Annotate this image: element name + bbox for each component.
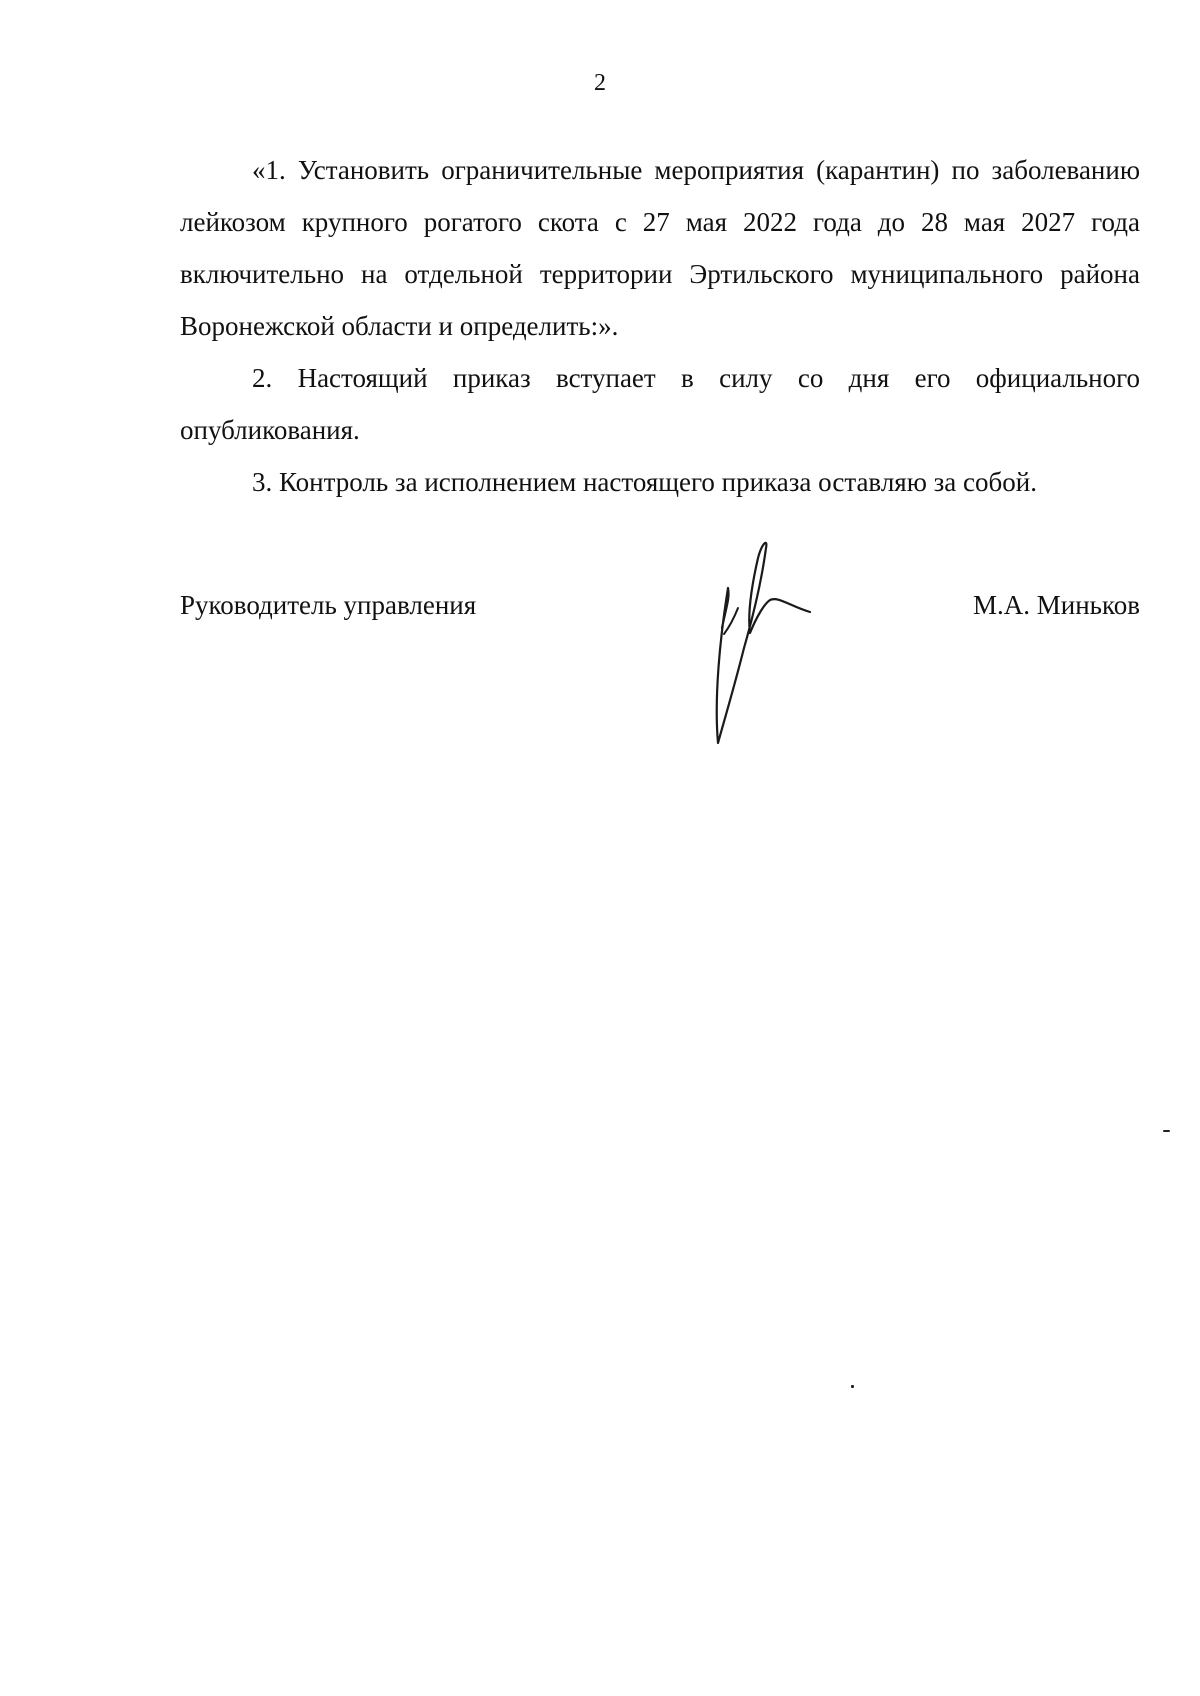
document-body	[180, 144, 1140, 508]
paragraph-3: 3. Контроль за исполнением настоящего приказа оставляю за собой.	[252, 467, 1037, 497]
signatory-position: Руководитель управления	[180, 590, 477, 620]
paragraph-2: 2. Настоящий приказ вступает в силу со дня его официального опубликования.	[180, 363, 1140, 445]
page-number: 2	[594, 70, 606, 96]
handwritten-signature	[700, 538, 820, 758]
signatory-name: М.А. Миньков	[973, 590, 1140, 620]
paragraph-1: «1. Установить ограничительные мероприятия (карантин) по заболеванию лейкозом крупного рогатого скота с 27 мая 2022 года до 28 мая 2027 года включительно на отдельной территории Эртильского муниципального района Воронежской области и определить:».	[180, 155, 1140, 341]
signature-block	[180, 590, 1140, 650]
scan-speck	[851, 1385, 854, 1388]
scan-speck	[1163, 1130, 1170, 1132]
